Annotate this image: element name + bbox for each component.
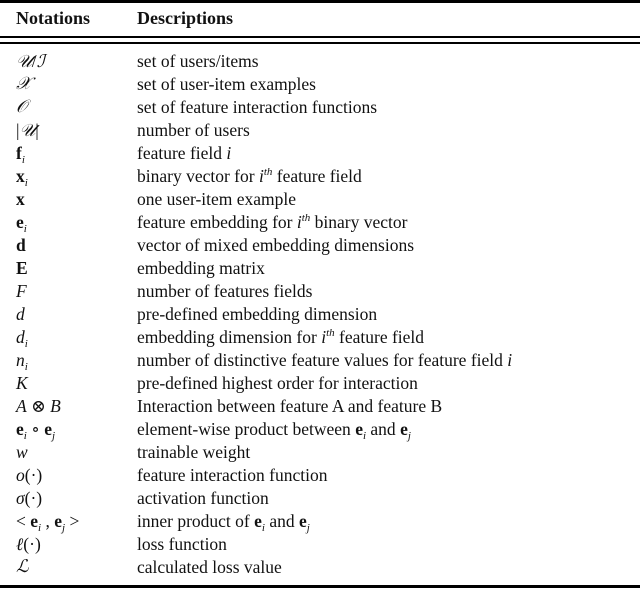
notation-subscript: j — [51, 430, 56, 442]
notation-subscript: i — [24, 177, 28, 189]
notation-symbol: σ — [16, 488, 25, 508]
table-row — [0, 303, 640, 326]
header-descriptions: Descriptions — [137, 8, 233, 28]
notation-subscript: i — [21, 154, 25, 166]
description-text: binary vector for — [137, 166, 259, 186]
notation-cell: 𝒳 — [16, 74, 32, 94]
description-math: i — [507, 350, 513, 370]
notation-symbol: d — [16, 327, 25, 347]
notation-cell: 𝒪 — [16, 97, 28, 117]
description-cell: one user-item example — [137, 189, 297, 209]
table-row — [0, 395, 640, 418]
notation-cell — [16, 142, 25, 165]
notation-symbol: ℓ — [16, 534, 24, 554]
notation-symbol: ℐ — [36, 52, 45, 72]
description-cell: trainable weight — [137, 442, 251, 462]
table-row — [0, 533, 640, 556]
table-body — [0, 50, 640, 579]
table-header — [0, 6, 640, 32]
notation-symbol: e — [16, 212, 24, 232]
notation-comma: , — [41, 511, 55, 531]
notation-args: (·) — [23, 534, 41, 554]
description-cell: feature field i — [137, 143, 232, 163]
notation-symbol: e — [44, 419, 52, 439]
description-math: e — [400, 419, 408, 439]
table-row — [0, 188, 640, 211]
description-text: element-wise product between — [137, 419, 356, 439]
notation-bracket: < — [16, 511, 31, 531]
notation-symbol: f — [16, 143, 22, 163]
notation-args: (·) — [24, 488, 43, 508]
table-row — [0, 119, 640, 142]
description-superscript: th — [263, 166, 273, 178]
notation-args: (·) — [24, 465, 43, 485]
notation-cell: d — [16, 304, 25, 324]
top-rule — [0, 0, 640, 3]
description-text: binary vector — [310, 212, 408, 232]
notation-cell: x — [16, 189, 25, 209]
notation-symbol: e — [30, 511, 39, 531]
description-text: and — [264, 511, 299, 531]
description-cell: pre-defined embedding dimension — [137, 304, 378, 324]
bottom-rule — [0, 585, 640, 588]
description-math: e — [254, 511, 262, 531]
notation-cell: K — [16, 373, 28, 393]
notation-symbol: / — [31, 51, 37, 71]
description-subscript: i — [261, 522, 265, 534]
table-row — [0, 487, 640, 510]
description-cell: feature interaction function — [137, 465, 328, 485]
notation-subscript: i — [24, 338, 28, 350]
notation-cell: ℒ — [16, 557, 29, 577]
table-row — [0, 165, 640, 188]
description-math: e — [355, 419, 363, 439]
notation-symbol: 𝒰 — [19, 121, 36, 141]
description-math: i — [321, 327, 327, 347]
description-cell: embedding matrix — [137, 258, 265, 278]
table-row — [0, 280, 640, 303]
notation-cell: F — [16, 281, 27, 301]
table-row — [0, 142, 640, 165]
description-subscript: j — [306, 522, 310, 534]
notation-symbol: x — [16, 166, 25, 186]
table-row — [0, 372, 640, 395]
notation-subscript: i — [23, 223, 27, 235]
table-row — [0, 556, 640, 579]
notation-cell: w — [16, 442, 28, 462]
notation-cell — [16, 418, 55, 441]
notation-cell — [16, 326, 28, 349]
notation-cell: d — [16, 235, 26, 255]
description-cell: number of features fields — [137, 281, 313, 301]
table-row — [0, 234, 640, 257]
description-cell — [137, 326, 424, 349]
description-math: i — [258, 166, 264, 186]
description-math: i — [296, 212, 302, 232]
notation-symbol: e — [16, 419, 24, 439]
notation-cell — [16, 510, 79, 533]
notation-symbol: o — [16, 465, 25, 485]
description-superscript: th — [301, 212, 311, 224]
description-cell: loss function — [137, 534, 227, 554]
description-cell — [137, 165, 362, 188]
notation-cell — [16, 165, 28, 188]
notation-cell — [16, 50, 45, 74]
table-row — [0, 326, 640, 349]
notation-cell — [16, 533, 41, 556]
description-cell — [137, 510, 310, 533]
header-rule-lower — [0, 42, 640, 44]
description-cell: vector of mixed embedding dimensions — [137, 235, 415, 255]
notation-cell — [16, 119, 39, 143]
notation-subscript: j — [62, 522, 66, 534]
header-rule-upper — [0, 36, 640, 38]
description-cell: calculated loss value — [137, 557, 282, 577]
table-row — [0, 73, 640, 96]
description-text: feature field — [272, 166, 362, 186]
description-subscript: j — [407, 430, 411, 442]
description-cell: set of feature interaction functions — [137, 97, 378, 117]
notation-symbol: B — [50, 396, 61, 416]
table-row — [0, 257, 640, 280]
description-superscript: th — [326, 327, 335, 339]
notation-subscript: i — [38, 522, 42, 534]
description-cell: Interaction between feature A and feature B — [137, 396, 443, 416]
notation-symbol: n — [16, 350, 25, 370]
description-cell: set of users/items — [137, 51, 259, 71]
notation-symbol: | — [16, 120, 20, 140]
description-cell: set of user-item examples — [137, 74, 316, 94]
table-row — [0, 441, 640, 464]
table-row — [0, 464, 640, 487]
description-text: embedding dimension for — [137, 327, 322, 347]
header-notations: Notations — [16, 8, 91, 28]
table-row — [0, 510, 640, 533]
description-cell: activation function — [137, 488, 269, 508]
table-row — [0, 96, 640, 119]
description-text: number of distinctive feature values for feature field — [137, 350, 508, 370]
notation-bracket: > — [65, 511, 80, 531]
description-text: inner product of — [137, 511, 255, 531]
notation-cell — [16, 211, 27, 234]
description-text: feature embedding for — [137, 212, 297, 232]
notation-cell — [16, 349, 28, 372]
notation-cell: E — [16, 258, 28, 278]
notation-subscript: i — [24, 361, 28, 373]
description-cell: pre-defined highest order for interaction — [137, 373, 418, 393]
description-cell — [137, 211, 407, 234]
notation-operator: ⊗ — [26, 396, 51, 416]
table-row — [0, 418, 640, 441]
notation-symbol: A — [16, 396, 27, 416]
table-row — [0, 349, 640, 372]
notation-subscript: i — [23, 430, 27, 442]
notation-cell — [16, 487, 42, 510]
description-text: and — [366, 419, 401, 439]
description-cell — [137, 349, 512, 372]
description-subscript: i — [362, 430, 367, 442]
notation-symbol: | — [35, 120, 39, 140]
description-text: feature field — [334, 327, 425, 347]
table-row — [0, 211, 640, 234]
notation-cell — [16, 395, 61, 418]
notation-cell — [16, 464, 42, 487]
notation-symbol: e — [54, 511, 62, 531]
table-row — [0, 50, 640, 73]
description-cell: number of users — [137, 120, 250, 140]
notation-operator: ∘ — [26, 419, 45, 439]
notation-symbol: 𝒰 — [16, 52, 32, 72]
description-math: e — [299, 511, 307, 531]
description-cell — [137, 418, 411, 441]
